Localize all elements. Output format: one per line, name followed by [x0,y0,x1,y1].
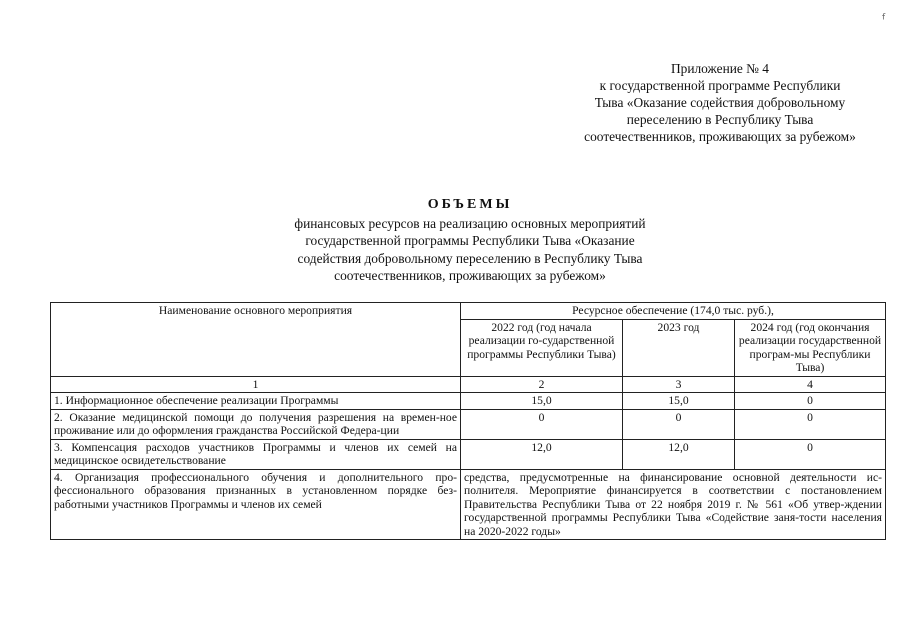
row-value-2023: 12,0 [623,439,735,469]
column-number: 4 [735,376,886,393]
column-numbers-row [51,376,886,393]
document-title [210,196,730,285]
header-row [51,303,886,320]
funding-table [50,302,886,540]
header-2023: 2023 год [623,319,735,376]
row-value-2022: 12,0 [461,439,623,469]
column-number: 3 [623,376,735,393]
row-name: 2. Оказание медицинской помощи до получения разрешения на времен-ное проживание или до оформления гражданства Российской Федера-ции [51,409,461,439]
column-number: 2 [461,376,623,393]
row-value-2022: 15,0 [461,393,623,410]
row-name: 1. Информационное обеспечение реализации Программы [51,393,461,410]
row-name: 4. Организация профессионального обучения и дополнительного про-фессионального образования признанных в установленном порядке без-работными участников Программы и членов их семей [51,469,461,540]
appendix-header [540,60,900,145]
row-funding-note: средства, предусмотренные на финансирование основной деятельности ис-полнителя. Мероприятие финансируется в соответствии с постановлением Правительства Республики Тыва от 22 ноября 2019 г. № 561 «Об утвер-ждении государственной программы Республики Тыва «Содействие заня-тости населения на 2020-2022 годы» [461,469,886,540]
table-row [51,469,886,540]
appendix-line: переселению в Республику Тыва [626,112,814,127]
corner-mark: ꬵ [882,12,886,22]
column-number: 1 [51,376,461,393]
row-value-2022: 0 [461,409,623,439]
appendix-line: Приложение № 4 [670,61,770,76]
row-value-2024: 0 [735,393,886,410]
table-row [51,409,886,439]
row-value-2023: 15,0 [623,393,735,410]
header-name: Наименование основного мероприятия [51,303,461,377]
title-line: финансовых ресурсов на реализацию основных мероприятий [294,215,646,231]
table-row [51,439,886,469]
title-line: соотечественников, проживающих за рубежом» [334,268,606,283]
row-value-2024: 0 [735,409,886,439]
row-name: 3. Компенсация расходов участников Программы и членов их семей на медицинское освидетельствование [51,439,461,469]
title-line: государственной программы Республики Тыва «Оказание [305,233,635,248]
header-2022: 2022 год (год начала реализации го-сударственной программы Республики Тыва) [461,319,623,376]
title-heading: ОБЪЕМЫ [427,197,513,212]
appendix-line: соотечественников, проживающих за рубежом» [584,129,856,144]
row-value-2023: 0 [623,409,735,439]
row-value-2024: 0 [735,439,886,469]
title-line: содействия добровольному переселению в Республику Тыва [297,250,643,266]
table-row [51,393,886,410]
appendix-line: к государственной программе Республики [599,78,841,93]
header-2024: 2024 год (год окончания реализации государственной програм-мы Республики Тыва) [735,319,886,376]
appendix-line: Тыва «Оказание содействия добровольному [594,95,846,110]
header-resource: Ресурсное обеспечение (174,0 тыс. руб.), [461,303,886,320]
